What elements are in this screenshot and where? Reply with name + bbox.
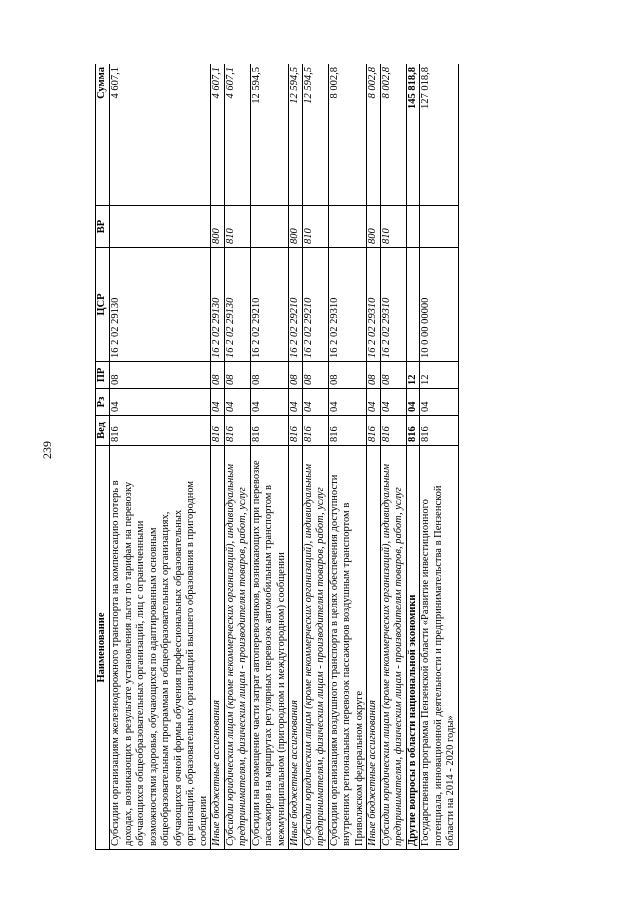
row-sum-cell: 4 607,1 — [224, 64, 250, 206]
row-sum-cell: 8 002,8 — [328, 64, 367, 206]
row-pr-cell: 08 — [289, 362, 303, 389]
row-name-cell: Субсидии юридическим лицам (кроме некоммерческих организаций), индивидуальным предпринимателям, физическим лицам - производителям товаров, работ, услуг — [302, 446, 328, 850]
row-csr-cell: 10 0 00 00000 — [420, 248, 459, 362]
row-ved-cell: 816 — [224, 416, 250, 446]
row-rz-cell: 04 — [211, 389, 225, 416]
table-row — [211, 64, 225, 850]
table-row — [224, 64, 250, 850]
row-rz-cell: 04 — [328, 389, 367, 416]
row-ved-cell: 816 — [328, 416, 367, 446]
row-name-cell: Субсидии организациям железнодорожного транспорта на компенсацию потерь в доходах, возникающих в результате установления льгот по тарифам на перевозку обучающихся общеобразовательных организаций, лиц с ограниченными возможностями здоровья, обучающихся по адаптированным основным общеобразовательным программам в общеобразовательных организациях, обучающихся очной формы обучения профессиональных образовательных организаций, образовательных организаций высшего образования в пригородном сообщении — [110, 446, 211, 850]
row-sum-cell: 12 594,5 — [250, 64, 289, 206]
budget-table — [95, 64, 459, 850]
row-rz-cell: 04 — [289, 389, 303, 416]
row-name-cell: Иные бюджетные ассигнования — [211, 446, 225, 850]
row-ved-cell: 816 — [380, 416, 406, 446]
row-vr-cell — [328, 206, 367, 248]
row-pr-cell: 12 — [406, 362, 420, 389]
row-pr-cell: 08 — [211, 362, 225, 389]
row-vr-cell — [250, 206, 289, 248]
row-ved-cell: 816 — [211, 416, 225, 446]
header-rz: Рз — [96, 389, 110, 416]
row-vr-cell: 800 — [289, 206, 303, 248]
row-csr-cell: 16 2 02 29130 — [211, 248, 225, 362]
row-sum-cell: 12 594,5 — [302, 64, 328, 206]
page-number: 239 — [40, 441, 54, 459]
row-ved-cell: 816 — [420, 416, 459, 446]
row-sum-cell: 8 002,8 — [367, 64, 381, 206]
row-name-cell: Государственная программа Пензенской области «Развитие инвестиционного потенциала, инновационной деятельности и предпринимательства в Пензенской области на 2014 - 2020 годы» — [420, 446, 459, 850]
row-name-cell: Иные бюджетные ассигнования — [367, 446, 381, 850]
row-rz-cell: 04 — [406, 389, 420, 416]
row-ved-cell: 816 — [250, 416, 289, 446]
row-rz-cell: 04 — [250, 389, 289, 416]
row-ved-cell: 816 — [406, 416, 420, 446]
row-vr-cell — [406, 206, 420, 248]
row-rz-cell: 04 — [302, 389, 328, 416]
row-vr-cell — [110, 206, 211, 248]
row-csr-cell: 16 2 02 29130 — [224, 248, 250, 362]
table-row — [367, 64, 381, 850]
row-ved-cell: 816 — [302, 416, 328, 446]
row-ved-cell: 816 — [367, 416, 381, 446]
row-name-cell: Иные бюджетные ассигнования — [289, 446, 303, 850]
row-sum-cell: 8 002,8 — [380, 64, 406, 206]
row-sum-cell: 145 818,8 — [406, 64, 420, 206]
row-csr-cell: 16 2 02 29310 — [380, 248, 406, 362]
header-csr: ЦСР — [96, 248, 110, 362]
row-sum-cell: 4 607,1 — [211, 64, 225, 206]
table-row — [406, 64, 420, 850]
row-csr-cell: 16 2 02 29310 — [367, 248, 381, 362]
row-csr-cell — [406, 248, 420, 362]
row-csr-cell: 16 2 02 29130 — [110, 248, 211, 362]
row-vr-cell: 810 — [380, 206, 406, 248]
rotated-table-frame — [95, 64, 561, 850]
row-csr-cell: 16 2 02 29210 — [302, 248, 328, 362]
row-pr-cell: 12 — [420, 362, 459, 389]
row-pr-cell: 08 — [328, 362, 367, 389]
row-rz-cell: 04 — [380, 389, 406, 416]
header-vr: ВР — [96, 206, 110, 248]
row-pr-cell: 08 — [250, 362, 289, 389]
row-vr-cell: 810 — [224, 206, 250, 248]
row-ved-cell: 816 — [110, 416, 211, 446]
row-pr-cell: 08 — [224, 362, 250, 389]
row-sum-cell: 4 607,1 — [110, 64, 211, 206]
row-rz-cell: 04 — [367, 389, 381, 416]
header-ved: Вед — [96, 416, 110, 446]
table-row — [250, 64, 289, 850]
row-pr-cell: 08 — [110, 362, 211, 389]
table-row — [380, 64, 406, 850]
table-row — [302, 64, 328, 850]
row-name-cell: Субсидии организациям воздушного транспорта в целях обеспечения доступности внутренних региональных перевозок пассажиров воздушным транспортом в Приволжском федеральном округе — [328, 446, 367, 850]
row-csr-cell: 16 2 02 29210 — [250, 248, 289, 362]
row-csr-cell: 16 2 02 29310 — [328, 248, 367, 362]
row-pr-cell: 08 — [380, 362, 406, 389]
row-rz-cell: 04 — [224, 389, 250, 416]
header-pr: ПР — [96, 362, 110, 389]
table-container — [95, 64, 561, 850]
row-name-cell: Субсидии юридическим лицам (кроме некоммерческих организаций), индивидуальным предпринимателям, физическим лицам - производителям товаров, работ, услуг — [224, 446, 250, 850]
row-vr-cell: 800 — [211, 206, 225, 248]
row-sum-cell: 12 594,5 — [289, 64, 303, 206]
header-sum: Сумма — [96, 64, 110, 206]
row-vr-cell: 810 — [302, 206, 328, 248]
row-rz-cell: 04 — [110, 389, 211, 416]
row-name-cell: Субсидии юридическим лицам (кроме некоммерческих организаций), индивидуальным предпринимателям, физическим лицам - производителям товаров, работ, услуг — [380, 446, 406, 850]
row-csr-cell: 16 2 02 29210 — [289, 248, 303, 362]
row-sum-cell: 127 018,8 — [420, 64, 459, 206]
table-header-row — [96, 64, 110, 850]
row-name-cell: Субсидии на возмещение части затрат автоперевозчиков, возникающих при перевозке пассажиров на маршрутах регулярных перевозок автомобильным транспортом в межмуниципальном (пригородном и междугородном) сообщении — [250, 446, 289, 850]
table-row — [289, 64, 303, 850]
header-name: Наименование — [96, 446, 110, 850]
row-ved-cell: 816 — [289, 416, 303, 446]
row-name-cell: Другие вопросы в области национальной экономики — [406, 446, 420, 850]
row-pr-cell: 08 — [302, 362, 328, 389]
table-row — [110, 64, 211, 850]
row-pr-cell: 08 — [367, 362, 381, 389]
row-vr-cell: 800 — [367, 206, 381, 248]
table-row — [328, 64, 367, 850]
row-rz-cell: 04 — [420, 389, 459, 416]
row-vr-cell — [420, 206, 459, 248]
table-row — [420, 64, 459, 850]
